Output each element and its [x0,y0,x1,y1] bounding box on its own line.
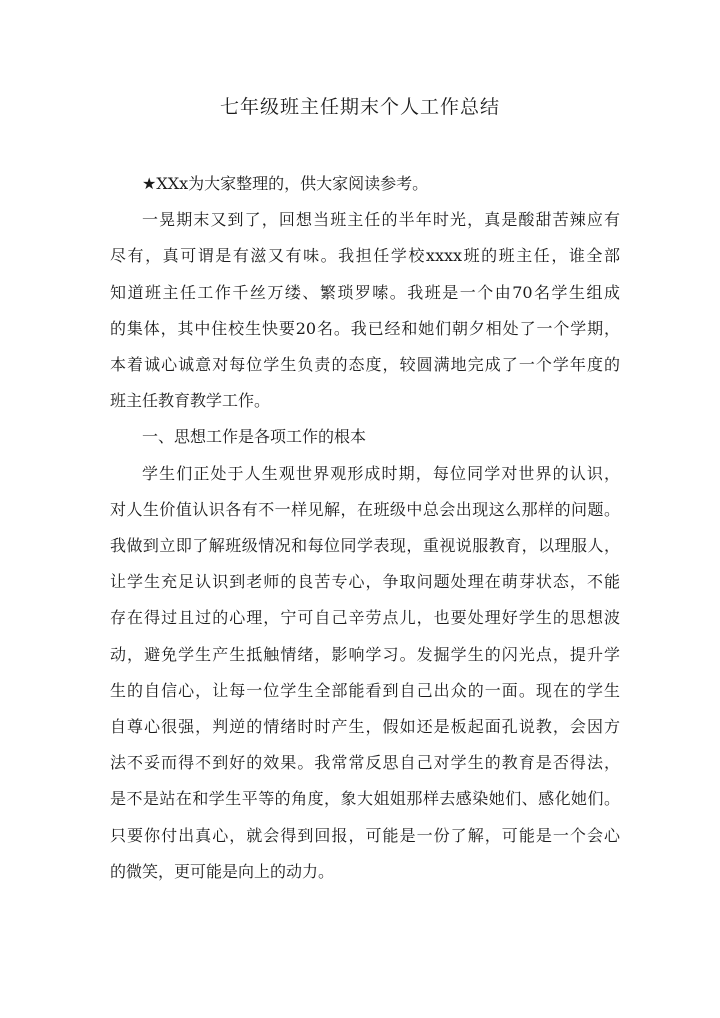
paragraph-line: 让学生充足认识到老师的良苦专心，争取问题处理在萌芽状态，不能 [110,572,620,592]
paragraph-1 [110,202,620,419]
document-title: 七年级班主任期末个人工作总结 [219,96,500,118]
paragraph-line: 只要你付出真心，就会得到回报，可能是一份了解，可能是一个会心 [110,825,620,845]
paragraph-line: 班主任教育教学工作。 [110,391,271,411]
paragraph-line: 一晃期末又到了，回想当班主任的半年时光，真是酸甜苦辣应有 [142,210,620,230]
paragraph-line: 生的自信心，让每一位学生全部能看到自己出众的一面。现在的学生 [110,680,620,700]
paragraph-line: 自尊心很强，判逆的情绪时时产生，假如还是板起面孔说教，会因方 [110,717,620,737]
paragraph-line: 知道班主任工作千丝万缕、繁琐罗嗦。我班是一个由70名学生组成 [110,282,620,302]
paragraph-line: 存在得过且过的心理，宁可自己辛劳点儿，也要处理好学生的思想波 [110,608,620,628]
paragraph-line: 我做到立即了解班级情况和每位同学表现，重视说服教育，以理服人， [110,536,620,556]
paragraph-2 [110,456,620,890]
paragraph-line: 的集体，其中住校生快要20名。我已经和她们朝夕相处了一个学期， [110,318,620,338]
paragraph-line: 的微笑，更可能是向上的动力。 [110,861,335,881]
intro-line: ★XXx为大家整理的，供大家阅读参考。 [142,174,429,193]
document-body [110,166,620,890]
paragraph-line: 动，避免学生产生抵触情绪，影响学习。发掘学生的闪光点，提升学 [110,644,620,664]
section-heading: 一、思想工作是各项工作的根本 [142,427,367,447]
paragraph-line: 尽有，真可谓是有滋又有味。我担任学校xxxx班的班主任，谁全部 [110,246,620,266]
paragraph-line: 法不妥而得不到好的效果。我常常反思自己对学生的教育是否得法， [110,753,620,773]
paragraph-line: 本着诚心诚意对每位学生负责的态度，较圆满地完成了一个学年度的 [110,355,620,375]
paragraph-line: 是不是站在和学生平等的角度，象大姐姐那样去感染她们、感化她们。 [110,789,620,809]
paragraph-line: 学生们正处于人生观世界观形成时期，每位同学对世界的认识， [142,463,620,483]
paragraph-line: 对人生价值认识各有不一样见解，在班级中总会出现这么那样的问题。 [110,499,620,519]
